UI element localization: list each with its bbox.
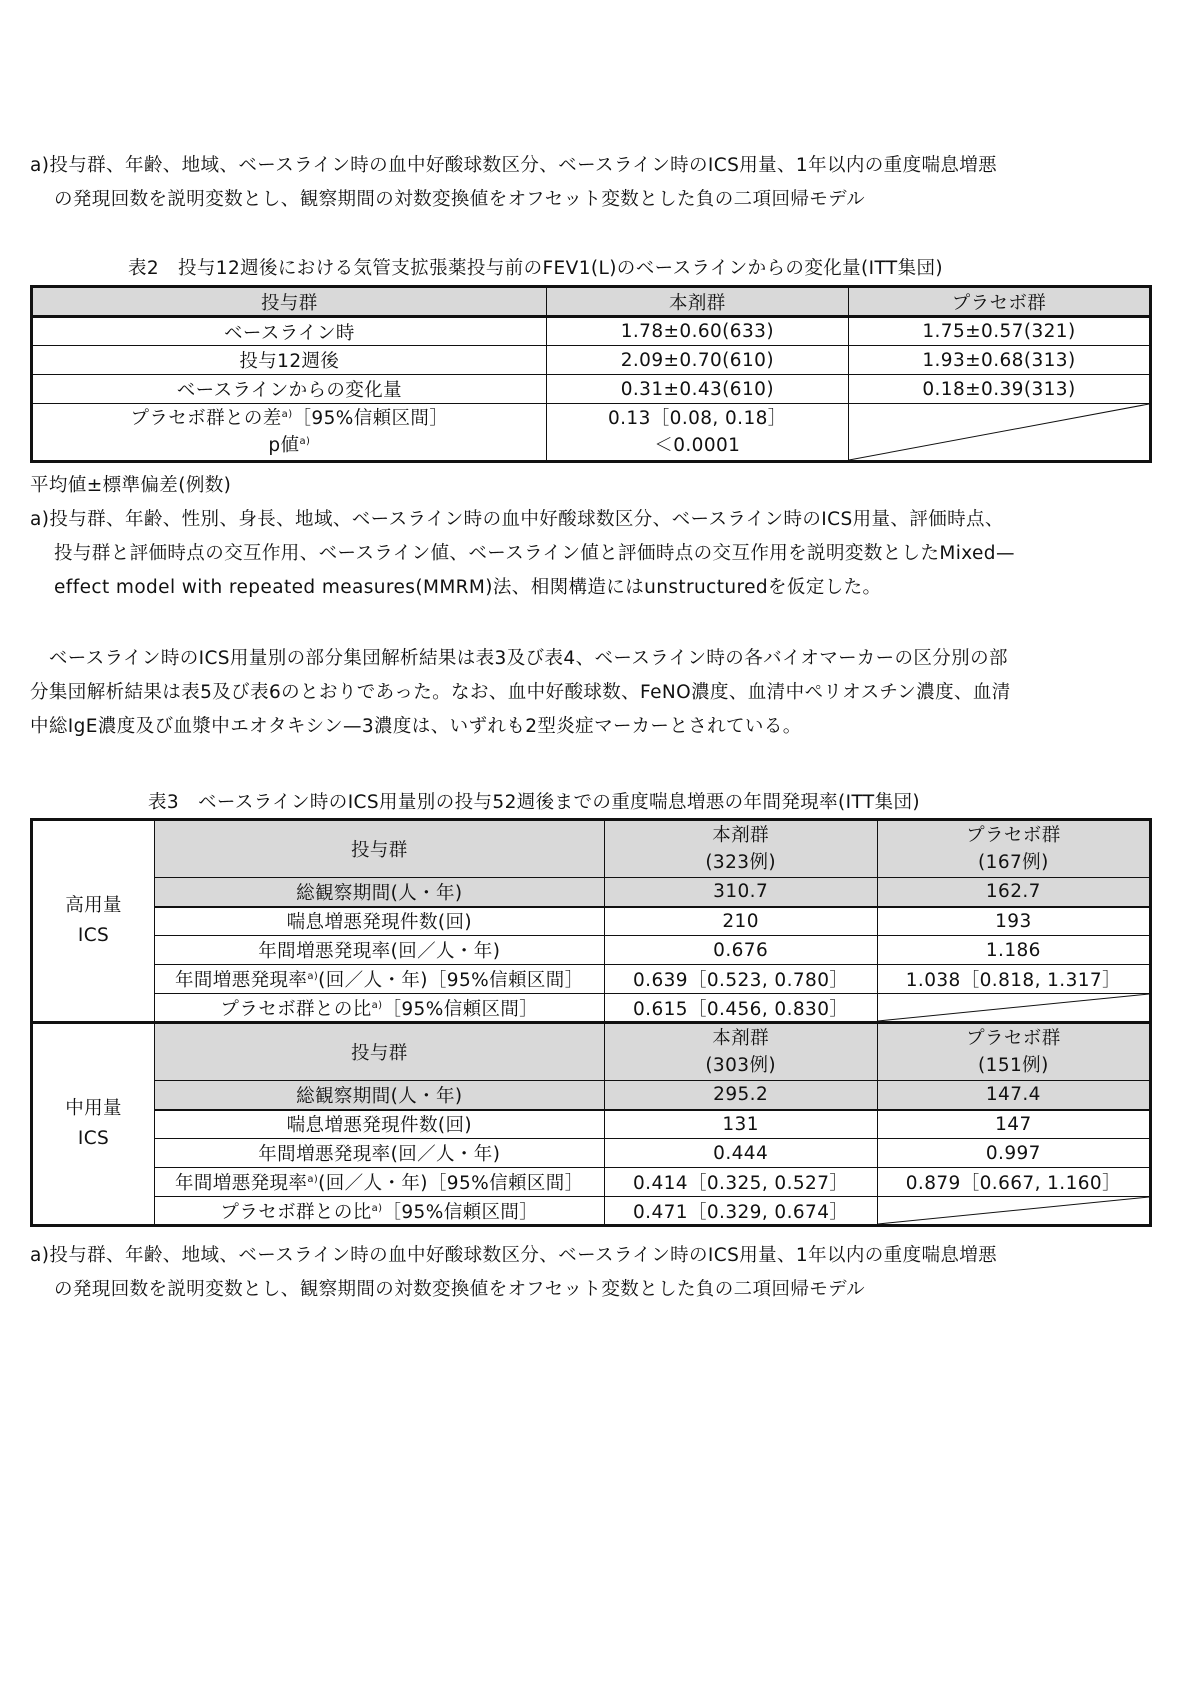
- table3-ratio-label: [155, 1197, 604, 1226]
- table3-obs-label: 総観察期間(人・年): [155, 878, 604, 907]
- table3-adj-placebo: 1.038［0.818, 1.317］: [877, 965, 1150, 994]
- table3-obs-drug: 310.7: [604, 878, 877, 907]
- table3-group2-header-placebo: [877, 1023, 1150, 1081]
- table3-obs-placebo: 147.4: [877, 1081, 1150, 1110]
- diff-label-sup: a): [281, 408, 293, 420]
- table3-adj-label: [155, 965, 604, 994]
- drug-n: (323例): [705, 852, 776, 873]
- table2-row-drug: 1.78±0.60(633): [546, 317, 848, 346]
- pvalue-label-text: p値: [268, 435, 300, 456]
- drug-n: (303例): [705, 1055, 776, 1076]
- table-row: [32, 317, 1151, 346]
- pvalue-value: ＜0.0001: [654, 435, 741, 456]
- table3-footnote-line1: a)投与群、年齢、地域、ベースライン時の血中好酸球数区分、ベースライン時のICS用量、1年以内の重度喘息増悪: [30, 1245, 998, 1266]
- ratio-label-sup: a): [371, 1202, 383, 1214]
- placebo-name: プラセボ群: [966, 825, 1061, 846]
- table3-group1-header-row: [32, 820, 1151, 878]
- table-row: [32, 1139, 1151, 1168]
- table2-row-placebo: 0.18±0.39(313): [848, 375, 1150, 404]
- table2-row-placebo: 1.93±0.68(313): [848, 346, 1150, 375]
- table-row: [32, 1168, 1151, 1197]
- ratio-label-ci: ［95%信頼区間］: [382, 1201, 539, 1223]
- group1-name: 高用量: [65, 895, 122, 916]
- diagonal-line-icon: [878, 1197, 1149, 1224]
- placebo-n: (167例): [978, 852, 1049, 873]
- ratio-label-text: プラセボ群との比: [220, 1201, 372, 1223]
- table-row: [32, 936, 1151, 965]
- diff-value: 0.13［0.08, 0.18］: [607, 408, 787, 429]
- table2-header-row: [32, 287, 1151, 317]
- table3-caption: 表3 ベースライン時のICS用量別の投与52週後までの重度喘息増悪の年間発現率(ITT集団): [148, 792, 921, 813]
- table-row: [32, 1197, 1151, 1226]
- table2-row-label: ベースラインからの変化量: [32, 375, 547, 404]
- ratio-label-ci: ［95%信頼区間］: [382, 998, 539, 1020]
- table3-group1-header-label: 投与群: [155, 820, 604, 878]
- table2-header-drug: 本剤群: [546, 287, 848, 317]
- table2-row-label: ベースライン時: [32, 317, 547, 346]
- table-row: [32, 1110, 1151, 1139]
- table3-adj-label: [155, 1168, 604, 1197]
- ratio-label-sup: a): [371, 999, 383, 1011]
- drug-name: 本剤群: [712, 825, 769, 846]
- table3-group2-header-row: [32, 1023, 1151, 1081]
- table3-obs-label: 総観察期間(人・年): [155, 1081, 604, 1110]
- table3-ratio-placebo-empty: [877, 1197, 1150, 1226]
- table3-rate-label: 年間増悪発現率(回／人・年): [155, 936, 604, 965]
- placebo-n: (151例): [978, 1055, 1049, 1076]
- top-footnote: [30, 149, 1152, 217]
- table2-diff-label: [32, 404, 547, 462]
- table3-obs-placebo: 162.7: [877, 878, 1150, 907]
- table3-adj-drug: 0.414［0.325, 0.527］: [604, 1168, 877, 1197]
- table3-events-placebo: 193: [877, 907, 1150, 936]
- adj-label-sup: a): [307, 1173, 319, 1185]
- table2-row-drug: 0.31±0.43(610): [546, 375, 848, 404]
- table3-group2-label: [32, 1023, 155, 1226]
- table3-events-label: 喘息増悪発現件数(回): [155, 907, 604, 936]
- group2-ics: ICS: [77, 1128, 110, 1149]
- table2-footnote-a1: a)投与群、年齢、性別、身長、地域、ベースライン時の血中好酸球数区分、ベースライン時のICS用量、評価時点、: [30, 509, 1004, 530]
- table2-footnote-a3: effect model with repeated measures(MMRM)法、相関構造にはunstructuredを仮定した。: [54, 577, 882, 598]
- table3-events-label: 喘息増悪発現件数(回): [155, 1110, 604, 1139]
- table-row: [32, 965, 1151, 994]
- table3-group2-header-drug: [604, 1023, 877, 1081]
- table2-footnote-mean: 平均値±標準偏差(例数): [30, 475, 232, 496]
- group1-ics: ICS: [77, 925, 110, 946]
- table3-obs-drug: 295.2: [604, 1081, 877, 1110]
- adj-label-sup: a): [307, 970, 319, 982]
- table3-events-placebo: 147: [877, 1110, 1150, 1139]
- table3-adj-placebo: 0.879［0.667, 1.160］: [877, 1168, 1150, 1197]
- body-line1: ベースライン時のICS用量別の部分集団解析結果は表3及び表4、ベースライン時の各バイオマーカーの区分別の部: [30, 648, 1008, 669]
- table2: [30, 285, 1152, 463]
- table3-footnote-line2: の発現回数を説明変数とし、観察期間の対数変換値をオフセット変数とした負の二項回帰モデル: [54, 1279, 866, 1300]
- table-row: [32, 907, 1151, 936]
- table2-header-placebo: プラセボ群: [848, 287, 1150, 317]
- table3-adj-drug: 0.639［0.523, 0.780］: [604, 965, 877, 994]
- table3-footnote: [30, 1239, 1152, 1307]
- table3-rate-placebo: 1.186: [877, 936, 1150, 965]
- table3-group1-header-placebo: [877, 820, 1150, 878]
- diagonal-line-icon: [849, 404, 1149, 460]
- table3-group1-header-drug: [604, 820, 877, 878]
- table-row: [32, 878, 1151, 907]
- adj-label-text: 年間増悪発現率: [175, 1173, 308, 1194]
- group2-name: 中用量: [65, 1098, 122, 1119]
- table3-events-drug: 131: [604, 1110, 877, 1139]
- diff-label-text: プラセボ群との差: [130, 408, 282, 429]
- adj-label-text: 年間増悪発現率: [175, 970, 308, 991]
- table2-footnote-a2: 投与群と評価時点の交互作用、ベースライン値、ベースライン値と評価時点の交互作用を説明変数としたMixed—: [54, 543, 1015, 564]
- table3-ratio-drug: 0.615［0.456, 0.830］: [604, 994, 877, 1023]
- top-footnote-line2: の発現回数を説明変数とし、観察期間の対数変換値をオフセット変数とした負の二項回帰モデル: [54, 189, 866, 210]
- pvalue-label-sup: a): [299, 435, 311, 447]
- table2-header-group: 投与群: [32, 287, 547, 317]
- diff-label-ci: ［95%信頼区間］: [292, 408, 449, 429]
- table3-rate-drug: 0.444: [604, 1139, 877, 1168]
- body-line3: 中総IgE濃度及び血漿中エオタキシン—3濃度は、いずれも2型炎症マーカーとされている。: [30, 716, 802, 737]
- table2-diff-drug: [546, 404, 848, 462]
- top-footnote-line1: a)投与群、年齢、地域、ベースライン時の血中好酸球数区分、ベースライン時のICS用量、1年以内の重度喘息増悪: [30, 155, 998, 176]
- table3-rate-label: 年間増悪発現率(回／人・年): [155, 1139, 604, 1168]
- table2-diff-row: [32, 404, 1151, 462]
- adj-label-ci: (回／人・年)［95%信頼区間］: [318, 970, 584, 991]
- table-row: [32, 375, 1151, 404]
- table2-caption: 表2 投与12週後における気管支拡張薬投与前のFEV1(L)のベースラインからの変化量(ITT集団): [128, 258, 943, 279]
- table2-diff-placebo-empty: [848, 404, 1150, 462]
- table3-ratio-placebo-empty: [877, 994, 1150, 1023]
- body-paragraph: [30, 642, 1152, 744]
- table3-events-drug: 210: [604, 907, 877, 936]
- table2-row-drug: 2.09±0.70(610): [546, 346, 848, 375]
- adj-label-ci: (回／人・年)［95%信頼区間］: [318, 1173, 584, 1194]
- table3-rate-drug: 0.676: [604, 936, 877, 965]
- table3-group2-header-label: 投与群: [155, 1023, 604, 1081]
- table-row: [32, 346, 1151, 375]
- drug-name: 本剤群: [712, 1028, 769, 1049]
- table-row: [32, 1081, 1151, 1110]
- table-row: [32, 994, 1151, 1023]
- table3-rate-placebo: 0.997: [877, 1139, 1150, 1168]
- ratio-label-text: プラセボ群との比: [220, 998, 372, 1020]
- table3-ratio-label: [155, 994, 604, 1023]
- placebo-name: プラセボ群: [966, 1028, 1061, 1049]
- table3-group1-label: [32, 820, 155, 1023]
- diagonal-line-icon: [878, 994, 1149, 1021]
- table2-row-placebo: 1.75±0.57(321): [848, 317, 1150, 346]
- table3-ratio-drug: 0.471［0.329, 0.674］: [604, 1197, 877, 1226]
- table3: [30, 818, 1152, 1227]
- body-line2: 分集団解析結果は表5及び表6のとおりであった。なお、血中好酸球数、FeNO濃度、血清中ペリオスチン濃度、血清: [30, 682, 1011, 703]
- table2-footnotes: [30, 469, 1152, 605]
- table2-row-label: 投与12週後: [32, 346, 547, 375]
